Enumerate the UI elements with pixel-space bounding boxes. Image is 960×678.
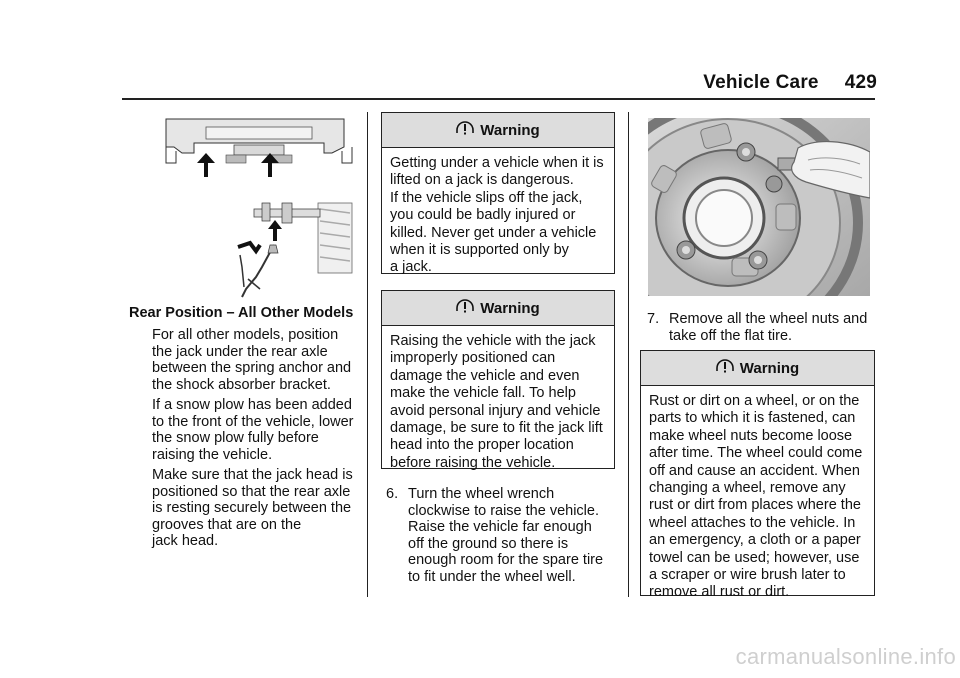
watermark: carmanualsonline.info [735,644,956,669]
step-text: Remove all the wheel nuts and take off the flat tire. [669,311,868,344]
step-number: 6. [386,486,399,502]
page-header [703,72,877,94]
warning-box [640,350,875,601]
warning-box [381,112,615,274]
column-divider [628,112,629,597]
body-paragraph: For all other models, position the jack under the rear axle between the spring anchor and the shock absorber bracket. [152,327,352,393]
warning-symbol-icon [716,359,734,377]
body-paragraph: If a snow plow has been added to the front of the vehicle, lower the snow plow fully before raising the vehicle. [152,397,354,463]
wheel-nut-removal-photo [648,118,870,296]
warning-box [381,290,615,469]
header-rule [122,98,875,100]
column-divider [367,112,368,597]
warning-symbol-icon [456,299,474,317]
warning-text: Getting under a vehicle when it is lifted on a jack is dangerous. If the vehicle slips off the jack, you could be badly injured or killed. Never get under a vehicle when it is supported only by a jack. [390,155,604,276]
warning-text: Rust or dirt on a wheel, or on the parts to which it is fastened, can make wheel nuts become loose after time. The wheel could come off and cause an accident. When changing a wheel, remove any rust or dirt from places where the wheel attaches to the vehicle. In an emergency, a cloth or a paper towel can be used; however, use a scraper or wire brush later to remove all rust or dirt. [649,393,863,601]
step-text: Turn the wheel wrench clockwise to raise the vehicle. Raise the vehicle far enough off the ground so there is enough room for the spare tire to fit under the wheel well. [408,486,604,585]
step-number: 7. [647,311,660,327]
warning-title: Warning [739,359,800,377]
header-title: Vehicle Care [703,72,819,93]
page-number: 429 [844,72,877,93]
warning-title: Warning [480,121,540,139]
warning-header [382,113,614,148]
figure-caption: Rear Position – All Other Models [129,305,354,321]
rear-jack-position-illustration [164,117,354,303]
warning-header [382,291,614,326]
warning-symbol-icon [456,121,474,139]
warning-title: Warning [480,299,540,317]
warning-header [641,351,874,386]
warning-text: Raising the vehicle with the jack improperly positioned can damage the vehicle and even make the vehicle fall. To help avoid personal injury and vehicle damage, be sure to fit the jack lift head into the proper location before raising the vehicle. [390,333,603,471]
body-paragraph: Make sure that the jack head is positioned so that the rear axle is resting securely between the grooves that are on the jack head. [152,467,353,550]
